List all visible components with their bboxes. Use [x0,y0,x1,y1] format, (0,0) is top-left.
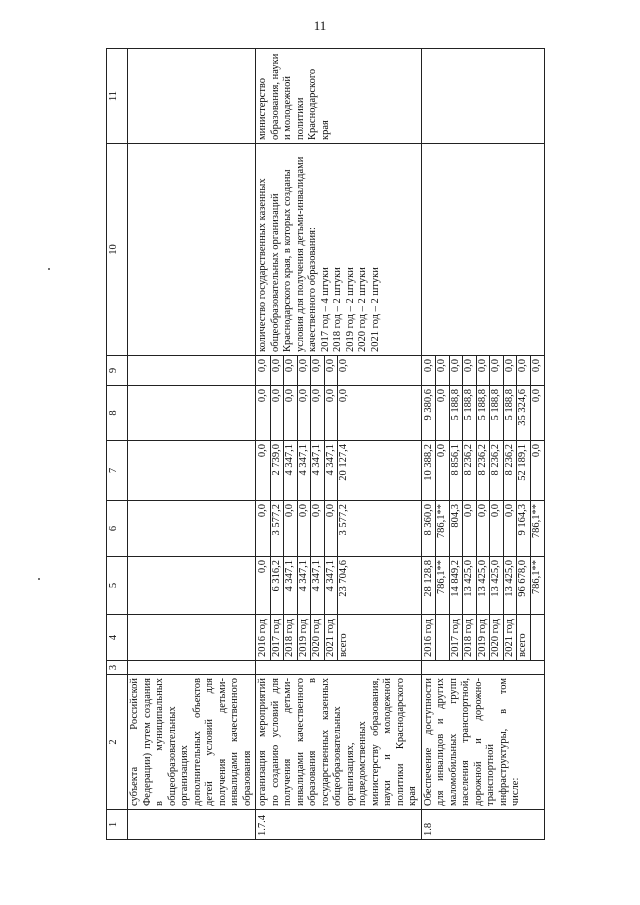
page-number: 11 [313,18,327,33]
cell-value: 0,0 [298,356,312,385]
cell-value: 6 316,2 [271,557,285,614]
col6-values [421,501,545,557]
cell-value: 0,0 [325,386,339,440]
cell-value: 2019 год [298,615,312,660]
executor-cell: министерство образования, науки и молодежной политики Краснодарского края [256,49,422,144]
cell-value: 96 678,0 [517,557,531,614]
cell-value: 2017 год [450,615,464,660]
col-header: 10 [107,144,128,356]
cell-value: 5 188,8 [504,386,518,440]
cell-value: 0,0 [325,356,339,385]
scan-speck [48,268,50,270]
col-header: 3 [107,661,128,675]
cell-value: 4 347,1 [311,557,325,614]
row-number: 1.7.4 [256,810,422,840]
cell-value: 0,0 [311,386,325,440]
cell-value: 13 425,0 [504,557,518,614]
cell-value: 9 380,6 [423,386,437,440]
table-row [128,49,256,840]
result-cell: количество государственных казенных общеобразовательных организаций Краснодарского края, в которых созданы условия для получения детьми-инвалидами качественного образования: 2017 год – 4 штуки 2018 год – 2 штуки 2019 год – 2 штуки 2020 год – 2 штуки 2021 год – 2 штуки [256,144,422,356]
col-header: 7 [107,441,128,501]
cell-value: 0,0 [423,356,437,385]
cell-value: 28 128,8 [423,557,437,614]
cell-value: 0,0 [271,356,285,385]
cell-value: 0,0 [504,356,518,385]
cell-value: 4 347,1 [284,441,298,500]
years-cell [256,615,422,661]
cell-value: 2016 год [423,615,437,660]
scan-speck [38,578,40,580]
cell-value: 0,0 [257,557,271,614]
cell-value: 5 188,8 [477,386,491,440]
cell-value [436,615,450,660]
cell-value: всего [338,633,349,657]
cell-value: 0,0 [436,386,450,440]
cell-value: 0,0 [477,501,491,556]
cell-value: 786,1** [436,557,450,614]
cell-value: 13 425,0 [477,557,491,614]
cell-value: 0,0 [530,444,542,458]
col-header: 4 [107,615,128,661]
row-number: 1.8 [421,810,545,840]
cell-value: 0,0 [257,501,271,556]
years-cell [421,615,545,661]
cell-value: 0,0 [298,386,312,440]
cell-value: 3 577,2 [338,504,349,536]
cell-value: 804,3 [450,501,464,556]
cell-value: 0,0 [284,386,298,440]
cell-value: 8 856,1 [450,441,464,500]
col-header: 9 [107,356,128,386]
cell-value: 2021 год [504,615,518,660]
cell-value: 8 236,2 [504,441,518,500]
cell-value: 0,0 [490,356,504,385]
col9-values [421,356,545,386]
cell-value: 2020 год [490,615,504,660]
cell-value: 0,0 [477,356,491,385]
col-header: 5 [107,557,128,615]
cell-value: 0,0 [271,386,285,440]
col9-values [256,356,422,386]
cell-value: 0,0 [284,356,298,385]
rotated-table-wrapper [106,49,542,840]
col-header: 11 [107,49,128,144]
cell-value: 5 188,8 [463,386,477,440]
col-header: 1 [107,810,128,840]
cell-value: 2019 год [477,615,491,660]
cell-value: 13 425,0 [490,557,504,614]
cell-value: 2020 год [311,615,325,660]
cell-value: 4 347,1 [325,557,339,614]
cell-value: 13 425,0 [463,557,477,614]
cell-value: 10 388,2 [423,441,437,500]
cell-value: 0,0 [463,356,477,385]
cell-value: 0,0 [436,441,450,500]
cell-value: 14 849,2 [450,557,464,614]
col-header: 8 [107,386,128,441]
col-header: 6 [107,501,128,557]
row-title: организация мероприятий по созданию условий для получения детьми-инвалидами качественного образования в государственных казенных общеобразовательных организациях, подведомственных министерству образования, науки и молодежной политики Краснодарского края [256,675,422,810]
cell-value: 8 236,2 [463,441,477,500]
col5-values [256,557,422,615]
col5-values [421,557,545,615]
col6-values [256,501,422,557]
row-title: субъекта Российской Федерации) путем создания в муниципальных общеобразовательных организациях дополнительных объектов детей условий для получения детьми-инвалидами качественного образования [128,675,256,810]
cell-value: 8 360,0 [423,501,437,556]
rotated-table-area [106,49,542,840]
cell-value: 5 188,8 [490,386,504,440]
cell-value: 786,1** [530,560,542,595]
cell-value: 0,0 [436,356,450,385]
cell-value: 2021 год [325,615,339,660]
row-title: Обеспечение доступности для инвалидов и других маломобильных групп населения транспортной, дорожной и дорожно-транспортной инфраструктуры, в том числе: [421,675,545,810]
col8-values [421,386,545,441]
cell-value: 4 347,1 [298,557,312,614]
col8-values [256,386,422,441]
cell-value: 0,0 [325,501,339,556]
table-row [421,49,545,840]
cell-value: 2 739,0 [271,441,285,500]
cell-value: 4 347,1 [311,441,325,500]
cell-value: 20 127,4 [338,444,349,481]
cell-value: 0,0 [257,441,271,500]
cell-value: 2018 год [463,615,477,660]
cell-value: 0,0 [311,501,325,556]
cell-value: 8 236,2 [490,441,504,500]
cell-value: 4 347,1 [298,441,312,500]
col7-values [256,441,422,501]
cell-value: 8 236,2 [477,441,491,500]
cell-value: 3 577,2 [271,501,285,556]
cell-value: 786,1** [436,501,450,556]
cell-value: 0,0 [298,501,312,556]
program-table [106,48,545,840]
cell-value: 0,0 [311,356,325,385]
cell-value: 2017 год [271,615,285,660]
cell-value: 0,0 [450,356,464,385]
cell-value: 0,0 [284,501,298,556]
cell-value: 2016 год [257,615,271,660]
table-row [256,49,422,840]
cell-value: 0,0 [530,359,542,373]
cell-value: 2018 год [284,615,298,660]
cell-value: 0,0 [463,501,477,556]
cell-value: 9 164,3 [517,501,531,556]
cell-value [531,615,544,660]
cell-value: 0,0 [338,359,349,373]
cell-value: 0,0 [490,501,504,556]
cell-value: 4 347,1 [284,557,298,614]
col7-values [421,441,545,501]
cell-value: 0,0 [517,356,531,385]
cell-value: 4 347,1 [325,441,339,500]
cell-value: 0,0 [257,356,271,385]
col-header: 2 [107,675,128,810]
cell-value: 52 189,1 [517,441,531,500]
header-row [107,49,128,840]
cell-value: 0,0 [504,501,518,556]
cell-value: всего [517,615,531,660]
cell-value: 786,1** [530,504,542,539]
cell-value: 0,0 [257,386,271,440]
cell-value: 35 324,6 [517,386,531,440]
cell-value: 23 704,6 [338,560,349,597]
cell-value: 5 188,8 [450,386,464,440]
cell-value: 0,0 [530,389,542,403]
cell-value: 0,0 [338,389,349,403]
